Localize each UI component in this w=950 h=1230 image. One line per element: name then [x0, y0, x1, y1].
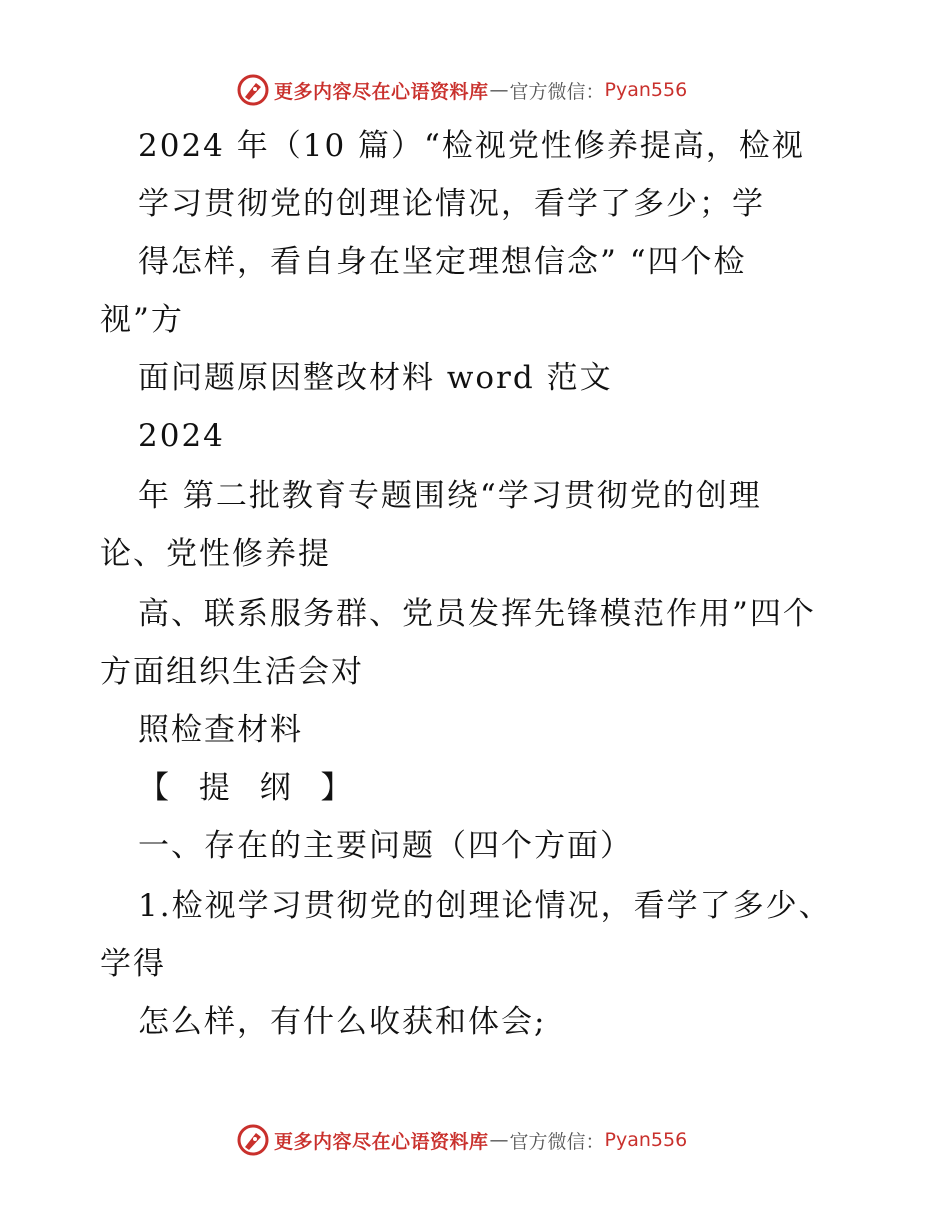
watermark-dash: —	[489, 79, 509, 101]
list-item: 学得	[100, 946, 166, 982]
watermark-main-text: 更多内容尽在心语资料库	[274, 80, 489, 103]
document-text-line: 方面组织生活会对	[100, 654, 364, 690]
watermark-banner-bottom	[236, 1122, 687, 1158]
pen-nib-logo-icon	[236, 73, 270, 107]
watermark-dash: —	[489, 1129, 509, 1151]
document-text-line: 年 第二批教育专题围绕“学习贯彻党的创理	[138, 478, 762, 514]
document-title-line: 视”方	[100, 302, 184, 338]
watermark-label: 官方微信：	[509, 1130, 605, 1153]
watermark-main-text: 更多内容尽在心语资料库	[274, 1130, 489, 1153]
document-text-line: 论、党性修养提	[100, 536, 331, 572]
document-title-line: 得怎样，看自身在坚定理想信念” “四个检	[138, 244, 747, 280]
pen-nib-logo-icon	[236, 1123, 270, 1157]
section-heading: 一、存在的主要问题（四个方面）	[138, 828, 633, 864]
list-item: 怎么样，有什么收获和体会;	[138, 1004, 547, 1040]
watermark-banner-top	[236, 72, 687, 108]
watermark-id: Pyan556	[604, 1129, 688, 1151]
watermark-id: Pyan556	[604, 79, 688, 101]
document-text-line: 高、联系服务群、党员发挥先锋模范作用”四个	[138, 596, 816, 632]
watermark-label: 官方微信：	[509, 80, 605, 103]
document-text-line: 2024	[138, 418, 225, 454]
document-text-line: 照检查材料	[138, 712, 303, 748]
list-item: 1.检视学习贯彻党的创理论情况，看学了多少、	[138, 888, 832, 924]
document-title-line: 面问题原因整改材料 word 范文	[138, 360, 613, 396]
outline-heading: 【 提 纲 】	[138, 770, 362, 806]
document-title-line: 学习贯彻党的创理论情况，看学了多少；学	[138, 186, 765, 222]
document-title-line: 2024 年（10 篇）“检视党性修养提高，检视	[138, 128, 805, 164]
